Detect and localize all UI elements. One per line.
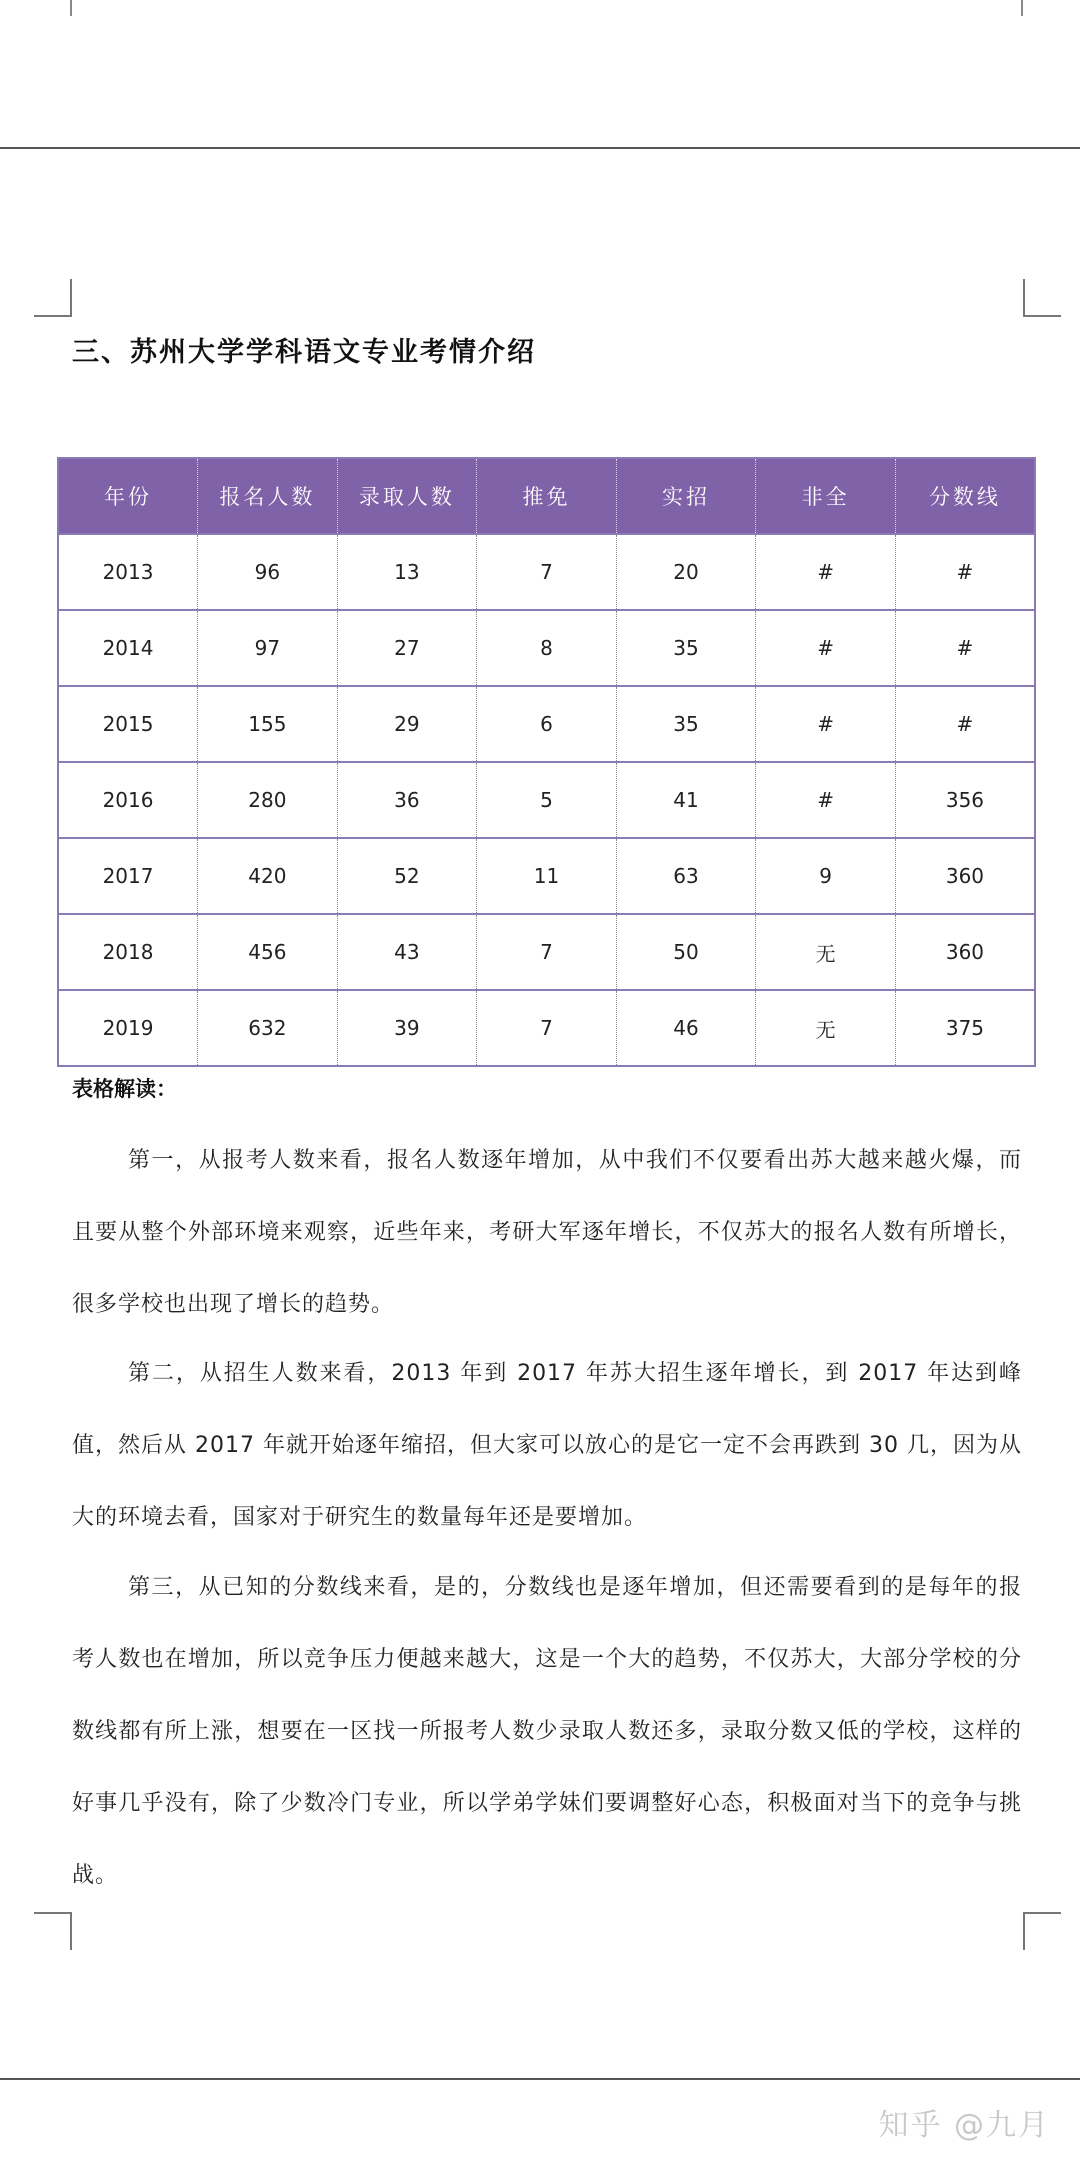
header-admitted: 录取人数 xyxy=(337,458,477,534)
cell-recommended: 7 xyxy=(477,990,617,1066)
cell-year: 2013 xyxy=(58,534,198,610)
crop-mark-corner-tl xyxy=(34,279,72,317)
cell-actual-enrollment: 20 xyxy=(616,534,756,610)
cell-applicants: 280 xyxy=(198,762,338,838)
cell-admitted: 39 xyxy=(337,990,477,1066)
cell-year: 2018 xyxy=(58,914,198,990)
cell-cutoff-score: # xyxy=(895,610,1035,686)
header-year: 年份 xyxy=(58,458,198,534)
cell-applicants: 96 xyxy=(198,534,338,610)
crop-mark-top-right xyxy=(1021,0,1023,16)
table-row xyxy=(58,838,1035,914)
cell-recommended: 7 xyxy=(477,914,617,990)
table-row xyxy=(58,610,1035,686)
cell-actual-enrollment: 35 xyxy=(616,686,756,762)
cell-applicants: 155 xyxy=(198,686,338,762)
watermark-text: 知乎 @九月 xyxy=(878,2108,1050,2143)
cell-applicants: 632 xyxy=(198,990,338,1066)
crop-mark-corner-tr xyxy=(1023,279,1061,317)
cell-applicants: 420 xyxy=(198,838,338,914)
crop-mark-corner-br xyxy=(1023,1912,1061,1950)
cell-cutoff-score: 375 xyxy=(895,990,1035,1066)
cell-cutoff-score: # xyxy=(895,686,1035,762)
cell-year: 2016 xyxy=(58,762,198,838)
cell-admitted: 29 xyxy=(337,686,477,762)
cell-cutoff-score: 356 xyxy=(895,762,1035,838)
cell-admitted: 52 xyxy=(337,838,477,914)
header-cutoff-score: 分数线 xyxy=(895,458,1035,534)
cell-cutoff-score: 360 xyxy=(895,914,1035,990)
table-row xyxy=(58,686,1035,762)
cell-recommended: 5 xyxy=(477,762,617,838)
cell-cutoff-score: 360 xyxy=(895,838,1035,914)
page-divider-bottom xyxy=(0,2078,1080,2080)
cell-part-time: # xyxy=(756,610,896,686)
cell-year: 2015 xyxy=(58,686,198,762)
cell-actual-enrollment: 35 xyxy=(616,610,756,686)
cell-recommended: 6 xyxy=(477,686,617,762)
paragraph-second: 第二，从招生人数来看，2013 年到 2017 年苏大招生逐年增长，到 2017 年达到峰值，然后从 2017 年就开始逐年缩招，但大家可以放心的是它一定不会再跌到 30 几，因为从大的环境去看，国家对于研究生的数量每年还是要增加。 xyxy=(72,1361,1022,1530)
cell-year: 2019 xyxy=(58,990,198,1066)
table-row xyxy=(58,990,1035,1066)
cell-admitted: 27 xyxy=(337,610,477,686)
cell-part-time: # xyxy=(756,762,896,838)
header-applicants: 报名人数 xyxy=(198,458,338,534)
cell-admitted: 43 xyxy=(337,914,477,990)
cell-actual-enrollment: 50 xyxy=(616,914,756,990)
cell-part-time: 无 xyxy=(756,914,896,990)
crop-mark-corner-bl xyxy=(34,1912,72,1950)
header-actual-enrollment: 实招 xyxy=(616,458,756,534)
table-row xyxy=(58,762,1035,838)
cell-actual-enrollment: 46 xyxy=(616,990,756,1066)
crop-mark-top-left xyxy=(70,0,72,16)
cell-applicants: 97 xyxy=(198,610,338,686)
table-header-row xyxy=(58,458,1035,534)
cell-recommended: 7 xyxy=(477,534,617,610)
page-divider-top xyxy=(0,147,1080,149)
cell-cutoff-score: # xyxy=(895,534,1035,610)
cell-actual-enrollment: 41 xyxy=(616,762,756,838)
cell-applicants: 456 xyxy=(198,914,338,990)
cell-part-time: # xyxy=(756,686,896,762)
cell-actual-enrollment: 63 xyxy=(616,838,756,914)
section-title: 三、苏州大学学科语文专业考情介绍 xyxy=(72,337,536,368)
header-recommended: 推免 xyxy=(477,458,617,534)
cell-admitted: 13 xyxy=(337,534,477,610)
cell-part-time: 9 xyxy=(756,838,896,914)
cell-recommended: 11 xyxy=(477,838,617,914)
admission-stats-table xyxy=(57,457,1036,1067)
paragraph-third: 第三，从已知的分数线来看，是的，分数线也是逐年增加，但还需要看到的是每年的报考人数也在增加，所以竞争压力便越来越大，这是一个大的趋势，不仅苏大，大部分学校的分数线都有所上涨，想要在一区找一所报考人数少录取人数还多，录取分数又低的学校，这样的好事几乎没有，除了少数冷门专业，所以学弟学妹们要调整好心态，积极面对当下的竞争与挑战。 xyxy=(72,1575,1022,1888)
table-row xyxy=(58,534,1035,610)
cell-year: 2014 xyxy=(58,610,198,686)
paragraph-first: 第一，从报考人数来看，报名人数逐年增加，从中我们不仅要看出苏大越来越火爆，而且要从整个外部环境来观察，近些年来，考研大军逐年增长，不仅苏大的报名人数有所增长，很多学校也出现了增长的趋势。 xyxy=(72,1148,1022,1317)
cell-year: 2017 xyxy=(58,838,198,914)
header-part-time: 非全 xyxy=(756,458,896,534)
cell-recommended: 8 xyxy=(477,610,617,686)
cell-part-time: # xyxy=(756,534,896,610)
cell-part-time: 无 xyxy=(756,990,896,1066)
cell-admitted: 36 xyxy=(337,762,477,838)
table-row xyxy=(58,914,1035,990)
table-interpretation-label: 表格解读： xyxy=(72,1077,177,1101)
